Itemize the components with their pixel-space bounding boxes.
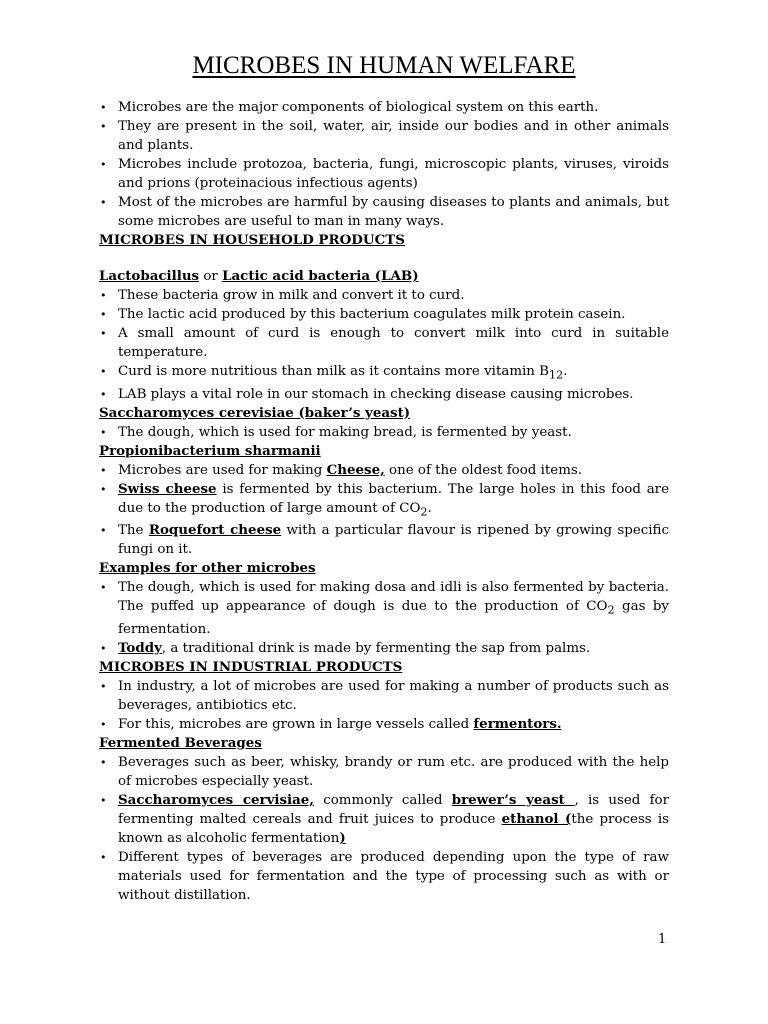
- lab-heading: [99, 267, 669, 286]
- roquefort-cheese-term: Roquefort cheese: [148, 522, 282, 539]
- lab-heading-common: Lactic acid bacteria (LAB): [222, 268, 419, 284]
- text-run: .: [427, 500, 432, 516]
- document-body: [99, 98, 669, 905]
- lab-heading-or: or: [199, 269, 223, 284]
- text-run: with a particular flavour is ripened by growing specific fungi on it.: [118, 523, 669, 558]
- list-item: • These bacteria grow in milk and convert it to curd.: [99, 286, 669, 305]
- spacer: [99, 250, 669, 267]
- propionibacterium-list: [99, 461, 669, 560]
- swiss-cheese-term: Swiss cheese: [118, 480, 217, 497]
- list-item: [99, 480, 669, 522]
- page-number: 1: [658, 932, 667, 947]
- page-title: MICROBES IN HUMAN WELFARE: [192, 52, 576, 79]
- vitamin-text: Curd is more nutritious than milk as it contains more vitamin B: [118, 364, 550, 379]
- saccharomyces-term: Saccharomyces cervisiae,: [118, 792, 314, 809]
- text-run: is fermented by this bacterium. The large holes in this food are due to the production of large amount of CO: [118, 481, 670, 516]
- lab-list: [99, 286, 669, 404]
- toddy-term: Toddy: [118, 640, 162, 657]
- list-item: • In industry, a lot of microbes are used for making a number of products such as beverages, antibiotics etc.: [99, 677, 669, 715]
- other-microbes-list: [99, 578, 669, 658]
- text-run: For this, microbes are grown in large vessels called: [118, 717, 474, 733]
- text-run: one of the oldest food items.: [384, 462, 583, 478]
- beverages-heading: Fermented Beverages: [99, 735, 262, 752]
- list-item: [99, 715, 669, 734]
- text-run: the process is known as alcoholic fermentation: [118, 812, 669, 847]
- household-heading: MICROBES IN HOUSEHOLD PRODUCTS: [99, 232, 405, 248]
- text-run: The dough, which is used for making dosa and idli is also fermented by bacteria. The puffed up appearance of dough is due to the production of CO: [118, 580, 669, 615]
- yeast-list: [99, 423, 669, 442]
- other-microbes-heading: Examples for other microbes: [99, 560, 316, 577]
- text-run: gas by fermentation.: [118, 599, 669, 638]
- closing-paren: ): [339, 830, 346, 847]
- text-run: , a traditional drink is made by fermenting the sap from palms.: [161, 641, 591, 657]
- list-item: • Different types of beverages are produced depending upon the type of raw materials used for fermentation and the type of processing such as with or without distillation.: [99, 848, 669, 905]
- list-item: • The lactic acid produced by this bacterium coagulates milk protein casein.: [99, 305, 669, 324]
- list-item: [99, 639, 669, 658]
- list-item: [99, 791, 669, 848]
- industrial-heading: MICROBES IN INDUSTRIAL PRODUCTS: [99, 659, 403, 676]
- list-item: [99, 461, 669, 480]
- list-item: • LAB plays a vital role in our stomach in checking disease causing microbes.: [99, 385, 669, 404]
- list-item: [99, 578, 669, 639]
- yeast-heading: Saccharomyces cerevisiae (baker’s yeast): [99, 404, 411, 421]
- beverages-list: [99, 753, 669, 905]
- co2-subscript: 2: [420, 505, 428, 519]
- lab-heading-genus: Lactobacillus: [99, 268, 200, 284]
- list-item: • A small amount of curd is enough to convert milk into curd in suitable temperature.: [99, 324, 669, 362]
- ethanol-term: ethanol (: [501, 811, 572, 828]
- intro-list: [99, 98, 669, 231]
- fermentors-term: fermentors.: [473, 716, 562, 733]
- vitamin-subscript: 12: [549, 368, 564, 382]
- list-item: • Microbes are the major components of biological system on this earth.: [99, 98, 669, 117]
- list-item: [99, 362, 669, 385]
- brewers-yeast-term: brewer’s yeast: [451, 792, 575, 809]
- list-item: • Most of the microbes are harmful by causing diseases to plants and animals, but some microbes are useful to man in many ways.: [99, 193, 669, 231]
- list-item: • Microbes include protozoa, bacteria, fungi, microscopic plants, viruses, viroids and prions (proteinacious infectious agents): [99, 155, 669, 193]
- industrial-list: [99, 677, 669, 734]
- text-run: , is used for fermenting malted cereals and fruit juices to produce: [118, 793, 669, 828]
- list-item: [99, 521, 669, 559]
- propionibacterium-heading: Propionibacterium sharmanii: [99, 442, 321, 459]
- text-run: commonly called: [313, 793, 452, 809]
- vitamin-end: .: [563, 364, 568, 379]
- list-item: • They are present in the soil, water, air, inside our bodies and in other animals and plants.: [99, 117, 669, 155]
- text-run: The: [118, 523, 149, 539]
- text-run: Microbes are used for making: [118, 462, 327, 478]
- list-item: • Beverages such as beer, whisky, brandy or rum etc. are produced with the help of microbes especially yeast.: [99, 753, 669, 791]
- co2-subscript: 2: [607, 604, 615, 618]
- cheese-term: Cheese,: [326, 461, 385, 478]
- list-item: • The dough, which is used for making bread, is fermented by yeast.: [99, 423, 669, 442]
